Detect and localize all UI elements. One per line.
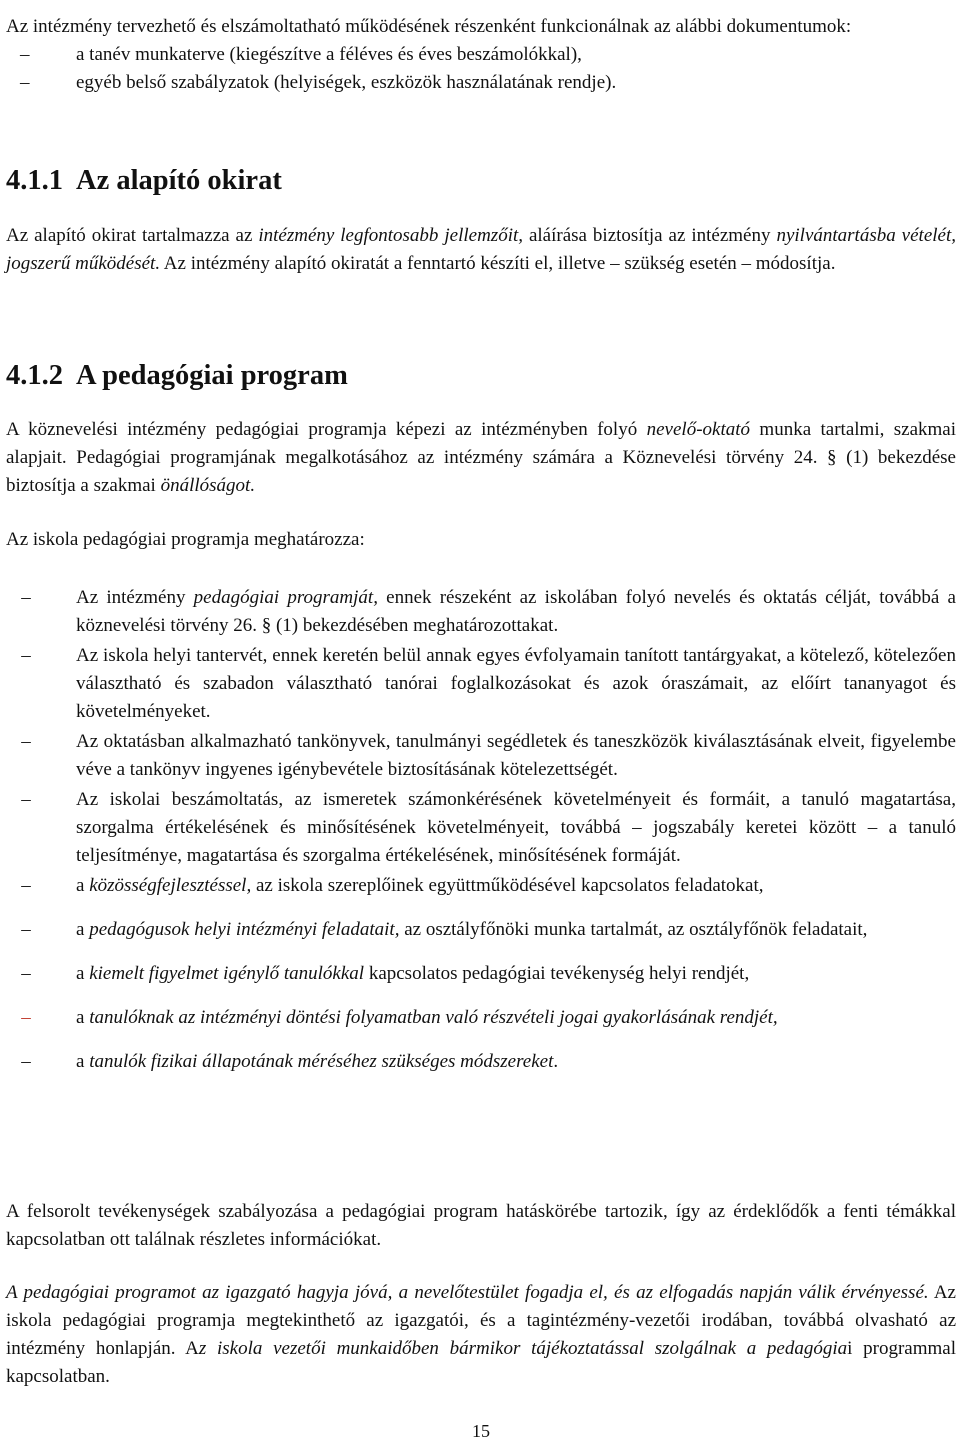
list-item: – Az iskola helyi tantervét, ennek keretén belül annak egyes évfolyamain tanított tantárgyakat, a kötelező, kötelezően választható és szabadon választható tanórai foglalkozásokat és azok óraszámait, az előírt tananyagot és követelményeket. [6, 642, 956, 726]
dash-bullet: – [20, 44, 30, 65]
section-4-1-1-paragraph: Az alapító okirat tartalmazza az intézmény legfontosabb jellemzőit, aláírása biztosítja az intézmény nyilvántartásba vételét, jogszerű működését. Az intézmény alapító okiratát a fenntartó készíti el, illetve – szükség esetén – módosítja. [6, 225, 956, 274]
dash-bullet: – [21, 875, 31, 896]
dash-bullet: – [21, 587, 31, 608]
dash-bullet: – [21, 645, 31, 666]
page-number: 15 [472, 1421, 490, 1441]
dash-bullet: – [21, 1007, 31, 1028]
dash-bullet: – [21, 1051, 31, 1072]
list-item: – a tanulók fizikai állapotának méréséhez szükséges módszereket. [6, 1048, 956, 1076]
summary-paragraph: A felsorolt tevékenységek szabályozása a pedagógiai program hatáskörébe tartozik, így az érdeklődők a fenti témákkal kapcsolatban ott találnak részletes információkat. [6, 1201, 956, 1250]
section-title: A pedagógiai program [76, 360, 348, 391]
section-heading-4-1-1 [6, 167, 282, 195]
list-lead-sentence: Az iskola pedagógiai programja meghatározza: [6, 529, 365, 550]
program-contents-list [6, 584, 956, 1076]
list-item: – a tanév munkaterve (kiegészítve a féléves és éves beszámolókkal), [6, 41, 956, 69]
list-item: – a közösségfejlesztéssel, az iskola szereplőinek együttműködésével kapcsolatos feladatokat, [6, 872, 956, 900]
list-item: – a tanulóknak az intézményi döntési folyamatban való részvételi jogai gyakorlásának rendjét, [6, 1004, 956, 1032]
section-number: 4.1.1 [6, 165, 63, 196]
list-item: – egyéb belső szabályzatok (helyiségek, eszközök használatának rendje). [6, 69, 956, 97]
intro-list [6, 41, 956, 97]
list-item: – Az oktatásban alkalmazható tankönyvek, tanulmányi segédletek és taneszközök kiválasztásának elveit, figyelembe véve a tankönyv ingyenes igénybevétele biztosításának kötelezettségét. [6, 728, 956, 784]
section-title: Az alapító okirat [76, 165, 282, 196]
dash-bullet: – [21, 919, 31, 940]
intro-block [6, 13, 956, 97]
list-item: – a pedagógusok helyi intézményi feladatait, az osztályfőnöki munka tartalmát, az osztályfőnök feladatait, [6, 916, 956, 944]
closing-paragraph: A pedagógiai programot az igazgató hagyja jóvá, a nevelőtestület fogadja el, és az elfogadás napján válik érvényessé. Az iskola pedagógiai programja megtekinthető az igazgatói, és a tagintézmény-vezetői irodában, továbbá olvasható az intézmény honlapján. Az iskola vezetői munkaidőben bármikor tájékoztatással szolgálnak a pedagógiai programmal kapcsolatban. [6, 1282, 956, 1387]
dash-bullet: – [21, 963, 31, 984]
section-number: 4.1.2 [6, 360, 63, 391]
dash-bullet: – [21, 789, 31, 810]
section-heading-4-1-2 [6, 362, 348, 390]
list-item: – a kiemelt figyelmet igénylő tanulókkal kapcsolatos pedagógiai tevékenység helyi rendjét, [6, 960, 956, 988]
intro-paragraph: Az intézmény tervezhető és elszámoltatható működésének részenként funkcionálnak az alábbi dokumentumok: [6, 16, 852, 37]
list-item: – Az intézmény pedagógiai programját, ennek részeként az iskolában folyó nevelés és oktatás célját, továbbá a köznevelési törvény 26. § (1) bekezdésében meghatározottakat. [6, 584, 956, 640]
list-item: – Az iskolai beszámoltatás, az ismeretek számonkérésének követelményeit és formáit, a tanuló magatartása, szorgalma értékelésének és minősítésének követelményeit, továbbá – jogszabály keretei között – a tanuló teljesítménye, magatartása és szorgalma értékelésének, minősítésének formáját. [6, 786, 956, 870]
section-4-1-2-paragraph: A köznevelési intézmény pedagógiai programja képezi az intézményben folyó nevelő-oktató munka tartalmi, szakmai alapjait. Pedagógiai programjának megalkotásához az intézmény számára a Köznevelési törvény 24. § (1) bekezdése biztosítja a szakmai önállóságot. [6, 419, 956, 496]
dash-bullet: – [20, 72, 30, 93]
dash-bullet: – [21, 731, 31, 752]
document-page [6, 0, 956, 1442]
